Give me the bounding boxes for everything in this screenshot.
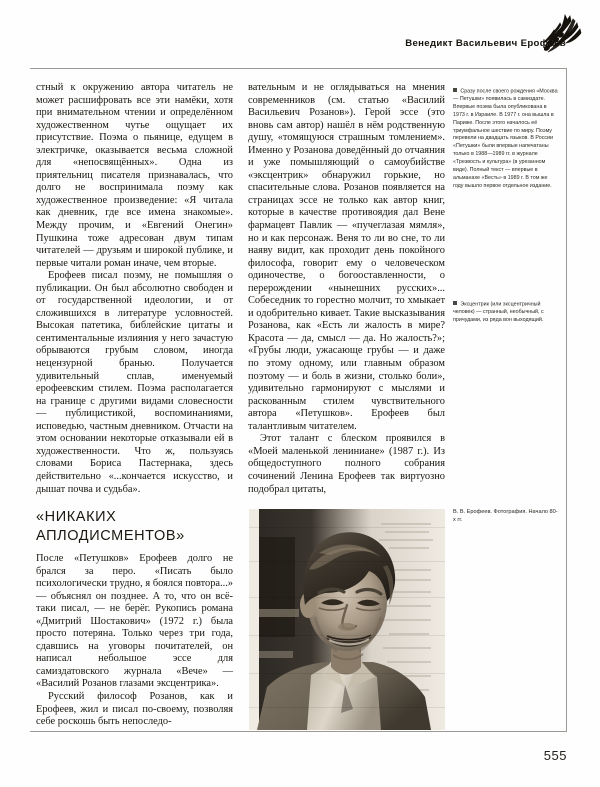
- paragraph: стный к окружению автора читатель не может расшифровать все эти намёки, хотя при внимательном чтении и определённом художественном чутье ощущает их присутствие. Поэма о пьянице, едущем в электричке, оказывается весьма сложной для «непосвящённых». Одна из приятельниц писателя признавалась, что долго не воспринимала поэму как художественное произведение: «Я читала как дневник, где все имена знакомые». Между прочим, и «Евгений Онегин» Пушкина тоже адресован двум типам читателей — друзьям и широкой публике, и первые читали роман иначе, чем вторые.: [36, 82, 233, 269]
- header-divider-rule: [30, 68, 567, 69]
- paragraph: Ерофеев писал поэму, не помышляя о публикации. Он был абсолютно свободен и от государственной идеологии, и от сложившихся в литературе условностей. Высокая патетика, библейские цитаты и сентиментальные излияния у него зачастую обрываются грубым словом, иногда нецензурной бранью. Получается удивительный сплав, именуемый ерофеевским стилем. Поэма располагается на границе с другими видами словесности — публицистикой, воспоминаниями, исповедью, частным дневником. Отчасти на этом основании некоторые отказывали ей в художественности. Что ж, пользуясь словами Бориса Пастернака, здесь действительно «...кончается искусство, и дышат почва и судьба».: [36, 270, 233, 495]
- photo-caption: В. В. Ерофеев. Фотография. Начало 80-х гг.: [453, 509, 558, 524]
- margin-note-eccentric-definition: [453, 301, 559, 325]
- body-column-left-upper: [36, 82, 233, 496]
- body-column-left-lower: [36, 553, 233, 729]
- page-number: 555: [543, 748, 567, 763]
- paragraph: Русский философ Розанов, как и Ерофеев, жил и писал по-своему, позволяя себе роскошь быть непоследо-: [36, 691, 233, 728]
- margin-divider-rule: [566, 68, 567, 732]
- footer-divider-rule: [30, 731, 567, 732]
- note-marker-icon: [453, 88, 457, 92]
- paragraph: вательным и не оглядываться на мнения современников (см. статью «Василий Васильевич Розанов»). Герой эссе (это вновь сам автор) нашёл в нём родственную душу, «томящуюся страшным томлением». Именно у Розанова доведённый до отчаяния и уже помышляющий о самоубийстве «эксцентрик» обнаружил горькие, но спасительные слова. Розанов появляется на страницах эссе не только как автор книг, которые в качестве противоядия дал Вене фармацевт Павлик — «пучеглазая мямля», но и как персонаж. Веня то ли во сне, то ли наяву видит, как проходит день покойного философа, говорит ему о человеческом одиночестве, о богооставленности, о перерождении «нынешних русских»... Собеседник то горестно молчит, то хмыкает и одобрительно кивает. Такие высказывания Розанова, как «Есть ли жалость в мире? Красота — да, смысл — да. Но жалость?»; «Грубы люди, ужасающе грубы — и даже по этому одному, или главным образом поэтому — и боль в жизни, столько боли», удивительно гармонируют с мыслями и раскованным стилем чувствительного автора «Петушков». Ерофеев был талантливым читателем.: [248, 82, 445, 432]
- paragraph: Этот талант с блеском проявился в «Моей маленькой лениниане» (1987 г.). Из общедоступного полного собрания сочинений Ленина Ерофеев так виртуозно подобрал цитаты,: [248, 433, 445, 495]
- running-head: Венедикт Васильевич Ерофеев: [405, 38, 566, 49]
- margin-note-text: Эксцентрик (или эксцентричный человек) — странный, необычный, с причудами, из ряда вон выходящий.: [453, 301, 544, 324]
- body-column-right: [248, 82, 445, 496]
- leaf-sprig-ornament: [540, 13, 586, 57]
- margin-note-publication-history: [453, 88, 559, 190]
- portrait-photograph-erofeev: [249, 509, 445, 730]
- paragraph: После «Петушков» Ерофеев долго не брался за перо. «Писать было психологически трудно, я боялся повтора...» — объяснял он позднее. А то, что он всё-таки писал, — не берёг. Рукопись романа «Дмитрий Шостакович» (1972 г.) была просто потеряна. Только через три года, сдавшись на уговоры почитателей, он написал небольшое эссе для самиздатовского журнала «Вече» — «Василий Розанов глазами эксцентрика».: [36, 553, 233, 690]
- margin-note-text: Сразу после своего рождения «Москва — Петушки» появилась в самиздате. Впервые поэма была опубликована в 1973 г. в Израиле. В 1977 г. она вышла в Париже. После этого началось её триумфальное шествие по миру. Поэму перевели на двадцать языков. В России «Петушки» были впервые напечатаны только в 1988—1989 гг. в журнале «Трезвость и культура» (в урезанном виде). Полный текст — впервые в альманахе «Весть» в 1989 г. В том же году вышло первое отдельное издание.: [453, 88, 558, 189]
- note-marker-icon: [453, 301, 457, 305]
- section-heading: «НИКАКИХ АПЛОДИСМЕНТОВ»: [36, 509, 185, 544]
